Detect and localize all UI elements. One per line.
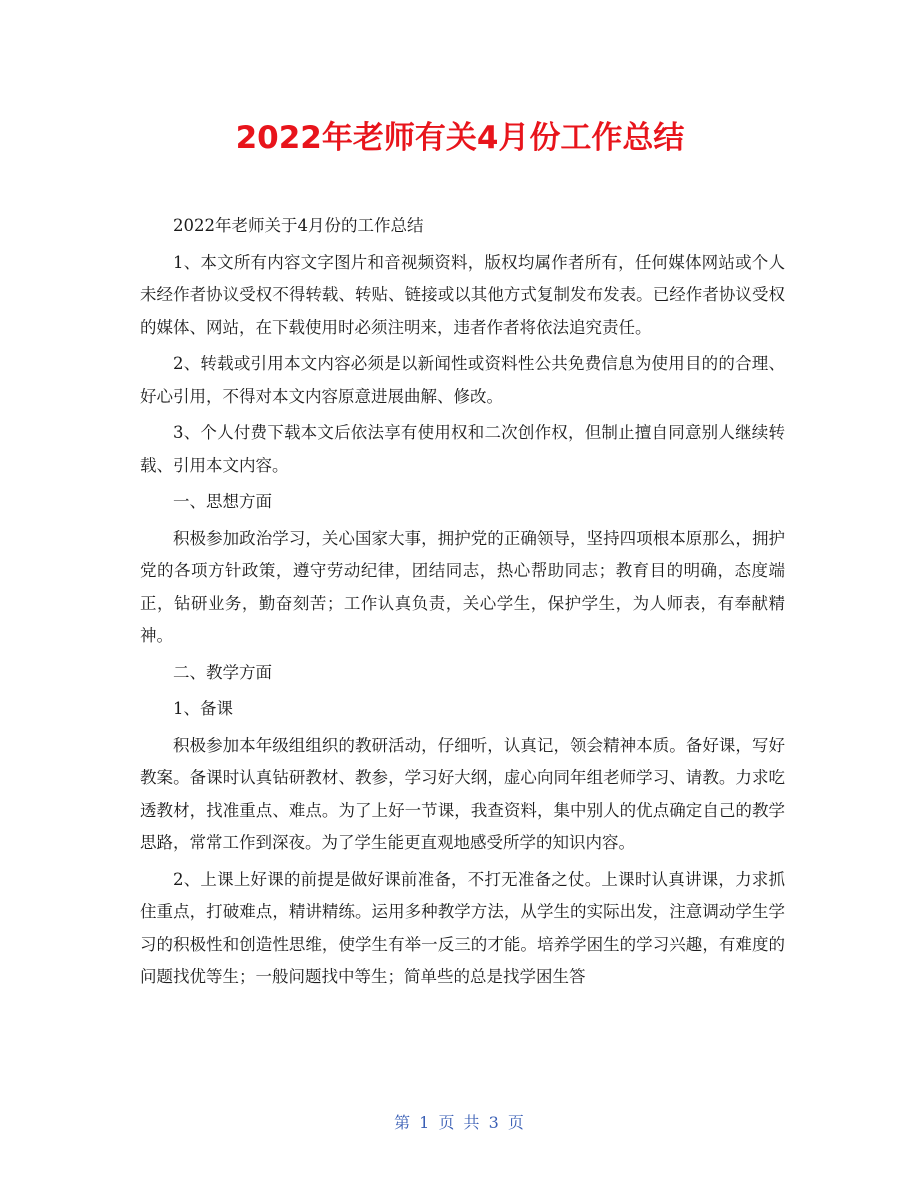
page-number-footer: 第 1 页 共 3 页 [394,1113,526,1132]
paragraph-copyright-1: 1、本文所有内容文字图片和音视频资料，版权均属作者所有，任何媒体网站或个人未经作者协议受权不得转载、转贴、链接或以其他方式复制发布发表。已经作者协议受权的媒体、网站，在下载使用时必须注明来，违者作者将依法追究责任。 [140,252,785,337]
section-heading-ideology: 一、思想方面 [173,492,272,511]
document-body [140,210,785,998]
section-heading-teaching: 二、教学方面 [173,662,272,682]
paragraph-subtitle: 2022年老师关于4月份的工作总结 [173,216,424,235]
paragraph-ideology: 积极参加政治学习，关心国家大事，拥护党的正确领导，坚持四项根本原那么，拥护党的各项方针政策，遵守劳动纪律，团结同志，热心帮助同志；教育目的明确，态度端正，钻研业务，勤奋刻苦；工作认真负责，关心学生，保护学生，为人师表，有奉献精神。 [140,528,785,645]
paragraph-class-teaching: 2、上课上好课的前提是做好课前准备，不打无准备之仗。上课时认真讲课，力求抓住重点，打破难点，精讲精练。运用多种教学方法，从学生的实际出发，注意调动学生学习的积极性和创造性思维，使学生有举一反三的才能。培养学困生的学习兴趣，有难度的问题找优等生；一般问题找中等生；简单些的总是找学困生答 [140,869,785,986]
paragraph-copyright-3: 3、个人付费下载本文后依法享有使用权和二次创作权，但制止擅自同意别人继续转载、引用本文内容。 [140,423,785,475]
paragraph-copyright-2: 2、转载或引用本文内容必须是以新闻性或资料性公共免费信息为使用目的的合理、好心引用，不得对本文内容原意进展曲解、修改。 [140,354,785,406]
paragraph-lesson-prep: 积极参加本年级组组织的教研活动，仔细听，认真记，领会精神本质。备好课，写好教案。备课时认真钻研教材、教参，学习好大纲，虚心向同年组老师学习、请教。力求吃透教材，找准重点、难点。为了上好一节课，我查资料，集中别人的优点确定自己的教学思路，常常工作到深夜。为了学生能更直观地感受所学的知识内容。 [140,735,785,852]
document-title: 2022年老师有关4月份工作总结 [235,120,685,156]
subheading-lesson-prep: 1、备课 [173,699,233,718]
